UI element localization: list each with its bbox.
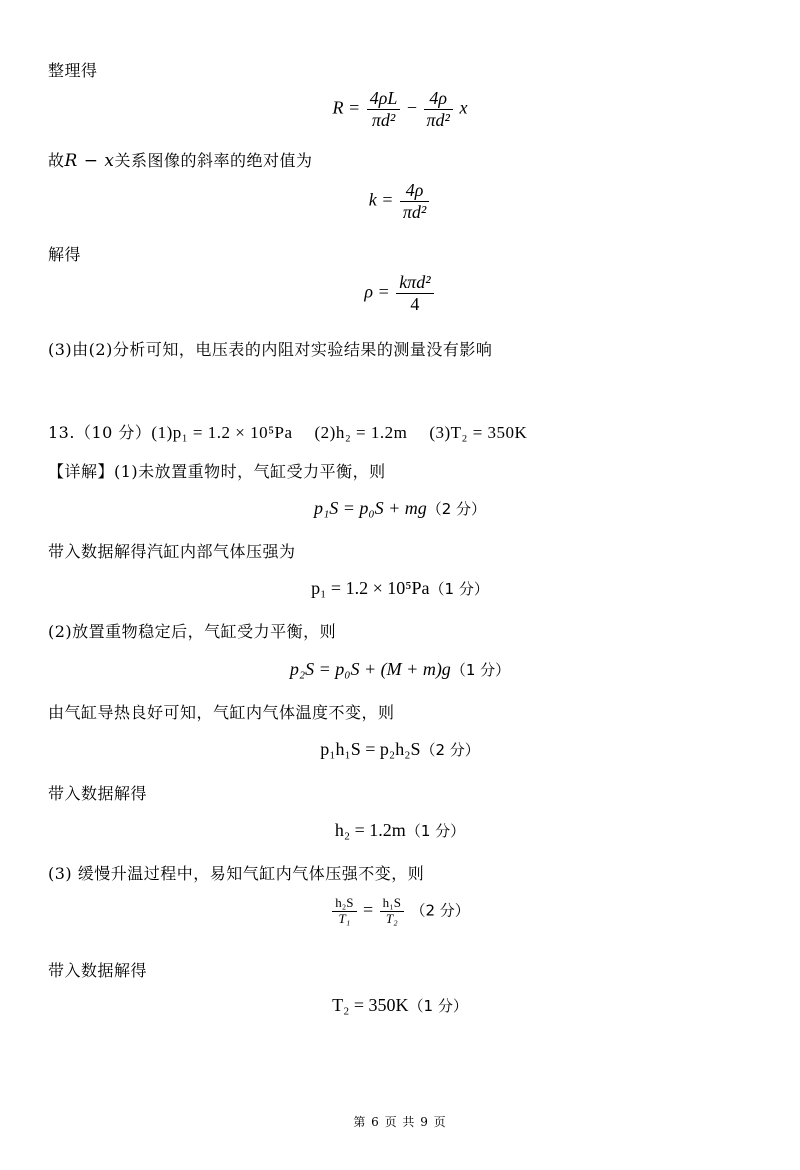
eq3-den: 4 — [410, 293, 420, 314]
eq1-den2: πd² — [426, 109, 450, 130]
equation-resistance — [0, 88, 800, 130]
eq1-frac2 — [424, 88, 453, 130]
eq4-score: （2 分） — [426, 500, 487, 518]
q13-answer-2: (2)h₂ = 1.2m — [314, 423, 408, 442]
eq6-score: （1 分） — [450, 661, 511, 679]
eq3-lhs: ρ = — [364, 281, 390, 302]
equation-slope — [0, 180, 800, 222]
detail-line-1: 【详解】(1)未放置重物时，气缸受力平衡，则 — [48, 462, 386, 481]
eq1-lhs: R = — [332, 97, 361, 118]
eq3-frac — [396, 272, 433, 314]
eq2-den: πd² — [402, 201, 427, 222]
eq1-frac1 — [367, 88, 401, 130]
equation-isothermal — [0, 739, 800, 760]
eq9-den2: T₂ — [385, 910, 398, 926]
eq1-x: x — [459, 97, 468, 118]
detail-line-4: 由气缸导热良好可知，气缸内气体温度不变，则 — [48, 703, 395, 722]
equation-pressure-1 — [0, 578, 800, 599]
eq9-den1: T₁ — [338, 910, 351, 926]
text-line-2-post: 关系图像的斜率的绝对值为 — [114, 151, 313, 170]
eq9-num2: h₁S — [380, 896, 404, 912]
text-line-4: (3)由(2)分析可知，电压表的内阻对实验结果的测量没有影响 — [48, 340, 493, 359]
eq1-den1: πd² — [371, 109, 396, 130]
eq1-num1: 4ρL — [367, 88, 401, 110]
eq2-frac — [400, 180, 429, 222]
detail-line-7: 带入数据解得 — [48, 961, 148, 980]
page-footer: 第 6 页 共 9 页 — [353, 1115, 447, 1129]
eq5-body: p₁ = 1.2 × 10⁵Pa — [311, 578, 430, 598]
detail-line-5: 带入数据解得 — [48, 784, 148, 803]
eq9-score: （2 分） — [410, 901, 470, 920]
detail-line-2: 带入数据解得汽缸内部气体压强为 — [48, 542, 296, 561]
eq1-minus: − — [406, 97, 418, 118]
eq2-lhs: k = — [368, 189, 394, 210]
detail-line-6: (3) 缓慢升温过程中，易知气缸内气体压强不变，则 — [48, 864, 425, 883]
text-line-2 — [48, 148, 312, 171]
eq8-body: h₂ = 1.2m — [334, 820, 406, 840]
eq9-equals: = — [363, 899, 374, 920]
eq3-num: kπd² — [396, 272, 433, 294]
equation-force-balance-2 — [0, 659, 800, 680]
eq7-score: （2 分） — [420, 741, 480, 759]
q13-head: 13.（10 分） — [48, 423, 152, 442]
equation-isobaric — [0, 896, 800, 927]
q13-answer-1: (1)p₁ = 1.2 × 10⁵Pa — [151, 423, 293, 442]
detail-line-3: (2)放置重物稳定后，气缸受力平衡，则 — [48, 622, 337, 641]
eq6-body: p₂S = p₀S + (M + m)g — [289, 659, 451, 679]
text-line-2-pre: 故 — [48, 151, 65, 170]
eq9-frac2 — [380, 896, 404, 927]
equation-force-balance-1 — [0, 498, 800, 519]
eq9-frac1 — [332, 896, 356, 927]
eq2-num: 4ρ — [400, 180, 429, 202]
eq10-body: T₂ = 350K — [332, 995, 409, 1015]
eq8-score: （1 分） — [405, 822, 466, 840]
q13-answer-3: (3)T₂ = 350K — [429, 423, 528, 442]
eq5-score: （1 分） — [429, 580, 489, 598]
equation-temperature-2 — [0, 995, 800, 1016]
eq10-score: （1 分） — [408, 997, 468, 1015]
eq1-num2: 4ρ — [424, 88, 453, 110]
inline-r-x: R − x — [64, 151, 115, 171]
equation-height-2 — [0, 820, 800, 841]
eq7-body: p₁h₁S = p₂h₂S — [320, 739, 421, 759]
eq4-body: p₁S = p₀S + mg — [313, 498, 427, 518]
text-line-1: 整理得 — [48, 61, 98, 80]
equation-resistivity — [0, 272, 800, 314]
question-13-header — [48, 420, 527, 443]
text-line-3: 解得 — [48, 245, 82, 264]
eq9-num1: h₂S — [332, 896, 356, 912]
